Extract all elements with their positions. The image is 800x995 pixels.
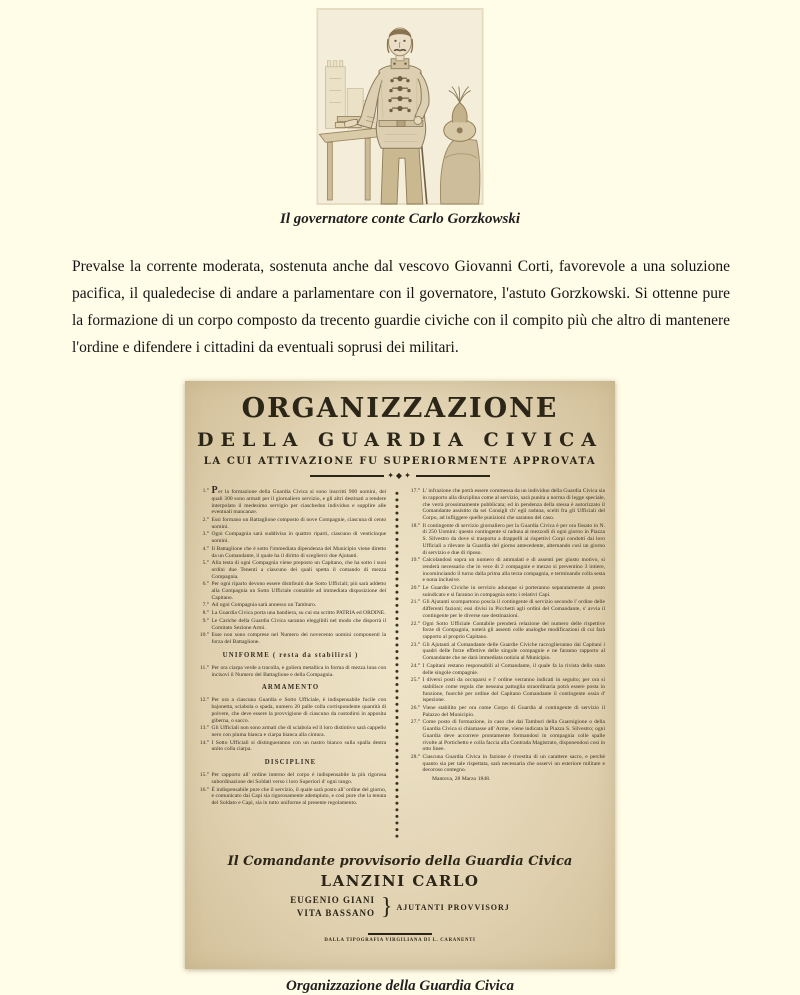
poster-item-text: Per rapporto all' ordine interno del corpo è indispensabile la più rigorosa subordinazione dei Soldati verso i loro Superiori d' ogni rango. xyxy=(211,772,387,785)
poster-item-text: La Guardia Civica porta una bandiera, su cui sta scritto PATRIA ed ORDINE. xyxy=(211,610,386,617)
poster-item-text: Viene stabilito per ora come Corpo di Guardia al contingente di servizio il Palazzo del Municipio. xyxy=(422,705,605,718)
poster-item xyxy=(406,677,605,704)
adjutant-name-1: EUGENIO GIANI xyxy=(290,895,375,906)
poster-item-text: Essi formano un Battaglione composto di nove Compagnie, ciascuna di cento uomini. xyxy=(211,517,387,530)
poster-item-text: Per ora ciarpa verde a tracolla, e goliera metallica in forma di mezza luna con incisovi il Numero del Battaglione e della Compagnia. xyxy=(211,664,387,678)
poster-item-number: 19.° xyxy=(410,557,421,564)
poster-item-text: Il Battaglione che è sotto l'immediata dipendenza del Municipio viene diretto da un Comandante, il quale ha il diritto di sceglierci due Ajutanti. xyxy=(211,545,387,559)
poster-item-number: 12.° xyxy=(199,697,209,704)
poster-item xyxy=(406,663,605,676)
printer-imprint: DALLA TIPOGRAFIA VIRGILIANA DI L. CARANENTI xyxy=(195,933,605,942)
poster-item xyxy=(195,546,386,559)
poster-item-number: 20.° xyxy=(410,585,421,592)
poster-item-number: 15.° xyxy=(199,772,209,779)
poster-item-number: 17.° xyxy=(410,488,421,495)
poster-item-text: Gli Ufficiali non sono armati che di sciabola ed il loro distintivo sarà cappello nero con piuma bianca e ciarpa bianca alla cintura. xyxy=(211,725,387,738)
poster-item-text: Per ogni riparto devono essere distribuiti due Sotto Ufficiali; più sarà addetto alla Compagnia un Sotto Ufficiale contabile ad immediata disposizione del Capitano. xyxy=(211,581,387,601)
portrait-caption: Il governatore conte Carlo Gorzkowski xyxy=(279,211,520,227)
poster-title: ORGANIZZAZIONE xyxy=(241,392,559,424)
poster-item-number: 1.° xyxy=(202,488,209,495)
poster-item-number: 25.° xyxy=(410,677,421,684)
poster-item xyxy=(406,754,605,774)
poster-item-number: 21.° xyxy=(410,599,421,606)
poster-item-number: 22.° xyxy=(410,620,421,627)
poster-item-number: 10.° xyxy=(199,632,209,639)
poster-item-text: Ogni Sotto Ufficiale Contabile prenderà relazione del numero delle rispettive forze di Compagnia, noterà gli assenti colle analoghe modificazioni di cui farà rapporto al proprio Capitano. xyxy=(422,620,605,640)
poster-item-number: 9.° xyxy=(202,617,209,624)
poster-item xyxy=(406,719,605,753)
poster-item-number: 7.° xyxy=(202,602,209,609)
poster-date-line: Mantova, 28 Marzo 1848. xyxy=(432,776,491,783)
poster-item xyxy=(195,665,386,678)
poster-item-number: 16.° xyxy=(199,786,209,793)
poster-caption: Organizzazione della Guardia Civica xyxy=(286,977,514,994)
poster-item-text: Le Cariche della Guardia Civica saranno eleggibili nel modo che disporrà il Comitato Sezione Armi. xyxy=(211,617,387,631)
body-paragraph: Prevalse la corrente moderata, sostenuta anche dal vescovo Giovanni Corti, favorevole a una soluzione pacifica, il qualedecise di andare a parlamentare con il governatore, l'astuto Gorzkowski. Si ottenne pure la formazione di un corpo composto da trecento guardie civiche con il compito più che altro di mantenere l'ordine e difendere i cittadini da eventuali soprusi dei militari. xyxy=(72,258,730,356)
poster-columns xyxy=(195,485,605,840)
poster-item-text: Calcolandosi sopra un numero di ammalati e di assenti per giusto motivo, si renderà necessario che in vece di 2 compagnie e mezzo si preventino 3 intiere, incominciando il turno dalla prima alla terza compagnia, e terminando colla sesta e nona inclusive. xyxy=(422,557,605,584)
poster-item-number: 23.° xyxy=(410,641,421,648)
poster-section-heading: UNIFORME ( resta da stabilirsi ) xyxy=(222,651,359,659)
adjutants-label: AJUTANTI PROVVISORJ xyxy=(396,902,510,912)
poster-item-text: Ciascuna Guardia Civica in fazione è rivestita di un carattere sacro, e perchè quanto sia per tale rispettata, sarà necessaria che osservi un esteriore militare e decoroso contegno. xyxy=(422,753,605,774)
poster-item-text: Alla testa di ogni Compagnia viene preposto un Capitano, che ha sotto i suoi ordini due Tenenti a ciascuno dei quali spetta il comando di mezza Compagnia. xyxy=(211,560,387,580)
column-divider-ornament xyxy=(394,490,400,838)
poster-item xyxy=(195,697,386,724)
poster-item-number: 28.° xyxy=(410,753,421,760)
poster-item xyxy=(406,557,605,584)
adjutant-name-2: VITA BASSANO xyxy=(296,908,375,919)
poster-item-number: 8.° xyxy=(202,610,209,617)
poster-item-text: Esse non sono comprese nel Numero dei novecento uomini componenti la forza del Battaglione. xyxy=(211,632,387,645)
poster-section-heading: DISCIPLINE xyxy=(264,759,317,767)
poster-item xyxy=(406,585,605,598)
poster-item xyxy=(195,787,386,807)
poster-item-number: 14.° xyxy=(199,739,209,746)
poster-item-text: L' infrazione che potrà essere commessa da un individuo della Guardia Civica sia in rapporto alla disciplina come al servizio, sarà punita a norma di legge speciale, che verrà prossimamente pubblicata; ed in pendenza della stessa è autorizzato il Comandante assistito da sei Consigli ch' egli raduna, scelti fra gli Ufficiali del Corpo, ad infliggere quelle punizioni che saranno del caso. xyxy=(422,488,605,522)
poster-item-text: Gli Ajutanti al Comandante delle Guardie Civiche raccoglieranno dai Capitani i quadri delle forze effettive delle singole compagnie e ne faranno rapporto al Comandante che ne darà immediata notizia al Municipio. xyxy=(422,641,605,662)
poster-item xyxy=(195,560,386,580)
commander-role-line: Il Comandante provvisorio della Guardia Civica xyxy=(227,854,573,870)
poster-item-text: Come posto di formazione, in caso che dai Tamburi della Guarnigione o della Guardia Civica si chiamasse all' Arme, viene indicata la Piazza S. Silvestro; ogni Guardia deve accorrere prontamente formandosi in compagnia colle spalle rivolte al Portichetto e colla faccia alla Contrada Magistrato, disponendosi così in otto linee. xyxy=(422,719,605,753)
poster-item-text: I Capitani restano responsabili al Comandante, il quale fa la rivista dello stato delle singole compagnie. xyxy=(422,662,605,676)
poster-item xyxy=(195,772,386,785)
poster-item-number: 13.° xyxy=(199,725,209,732)
commander-name: LANZINI CARLO xyxy=(320,872,480,891)
poster-item-number: 6.° xyxy=(202,581,209,588)
poster-item xyxy=(195,740,386,753)
poster-item-number: 3.° xyxy=(202,531,209,538)
poster-item-text: I Sotto Ufficiali si distingueranno con un nastro bianco sulla spalla destra unito colla ciarpa. xyxy=(211,739,387,753)
poster-item-text: Il contingente di servizio giornaliero per la Guardia Civica è per ora fissato in N. di 250 Uomini: questo contingente si raduna al mezzodì di ogni giorno in Piazza S. Silvestro da dove si trasporta a drappelli ai rispettivi Corpi condotti dai loro Ufficiali a rilevare la Guardia del giorno antecedente, alternando così un giorno di servizio e due di riposo. xyxy=(422,522,605,556)
poster-subtitle-line2: LA CUI ATTIVAZIONE FU SUPERIORMENTE APPROVATA xyxy=(203,456,597,468)
poster-col-right xyxy=(406,488,605,840)
poster-item xyxy=(195,602,386,609)
poster-item-number: 5.° xyxy=(202,560,209,567)
poster-item-number: 2.° xyxy=(202,517,209,524)
brace-glyph: } xyxy=(380,894,393,921)
poster-item xyxy=(195,581,386,601)
poster-item xyxy=(195,618,386,631)
adjutant-names xyxy=(290,894,375,920)
poster-item-text: Per ora a ciascuna Guardia e Sotto Ufficiale, è indispensabile fucile con bajonetta, sciabola o spada, numero 20 palle colla corrispondente quantità di polvere, che deve essere la provvigione di ciascuno da custodirsi in apposita giberna, o sacco. xyxy=(211,697,387,724)
poster-item xyxy=(406,642,605,662)
poster-item xyxy=(406,488,605,522)
poster-item-number: 18.° xyxy=(410,522,421,529)
poster-item xyxy=(406,599,605,619)
poster-item xyxy=(406,705,605,718)
poster-subtitle: DELLA GUARDIA CIVICA xyxy=(197,429,603,452)
poster-section-heading: ARMAMENTO xyxy=(261,684,320,692)
poster-item-text: Per la formazione della Guardia Civica si sono inscritti 900 uomini, dei quali 300 sono armati per il giornaliero servizio, e gli altri destinati a rendere interpolato il medesimo servigio per ciaschedun individuo e supplire alle eventuali mancanze. xyxy=(211,485,387,516)
title-divider-ornament xyxy=(310,472,490,480)
poster-item xyxy=(195,485,387,516)
poster-item-text: I diversi posti da occuparsi e l' ordine verranno indicati in seguito; per ora si stabilisce come regola che nessuna pattuglia straordinaria potrà essere posta in funzione, fuorchè per ordine del Capitano Comandante il contingente ossia d' ispezione. xyxy=(422,677,605,704)
poster-item-number: 26.° xyxy=(410,705,421,712)
poster-col-left xyxy=(195,485,387,840)
poster-document xyxy=(185,381,615,969)
poster-item xyxy=(195,517,386,530)
divider-glyph: ✦◆✦ xyxy=(387,471,413,481)
poster-item-text: È indispensabile pure che il servizio, il quale sarà posto all' ordine del giorno, e comunicato dai Capi sia rigorosamente adempiuto, e così pure che la tenuta del Soldato e Capi, sia in tutto uniforme al presente regolamento. xyxy=(211,786,387,806)
portrait-image xyxy=(317,9,483,204)
poster-item xyxy=(195,531,386,544)
poster-item-text: Gli Ajutanti scompartono poscia il contingente di servizio secondo l' ordine delle differenti fazioni; essi divisi in Picchetti agli ordini del Comandante, s' avvia il contingente per le diverse sue destinazioni. xyxy=(422,599,605,619)
poster-item xyxy=(195,632,386,645)
poster-item xyxy=(406,621,605,641)
poster-item-number: 27.° xyxy=(410,719,421,726)
adjutants-block xyxy=(195,894,605,920)
poster-item-number: 11.° xyxy=(199,664,209,671)
poster-item-text: Le Guardie Civiche in servizio adunque si porteranno separatamente al posto suindicato e si faranno in compagnia sotto i relativi Capi. xyxy=(422,585,605,598)
poster-item xyxy=(406,523,605,557)
poster-item-text: Ad ogni Compagnia sarà annesso un Tamburo. xyxy=(211,602,317,609)
poster-item-number: 24.° xyxy=(410,662,421,669)
poster-item-number: 4.° xyxy=(202,545,209,552)
portrait-engraving xyxy=(317,9,483,204)
poster-item xyxy=(195,725,386,738)
page xyxy=(0,9,800,994)
poster-item xyxy=(195,610,386,617)
poster-item-text: Ogni Compagnia sarà suddivisa in quattro riparti, ciascuno di venticinque uomini. xyxy=(211,531,387,545)
signature-block xyxy=(195,854,605,942)
